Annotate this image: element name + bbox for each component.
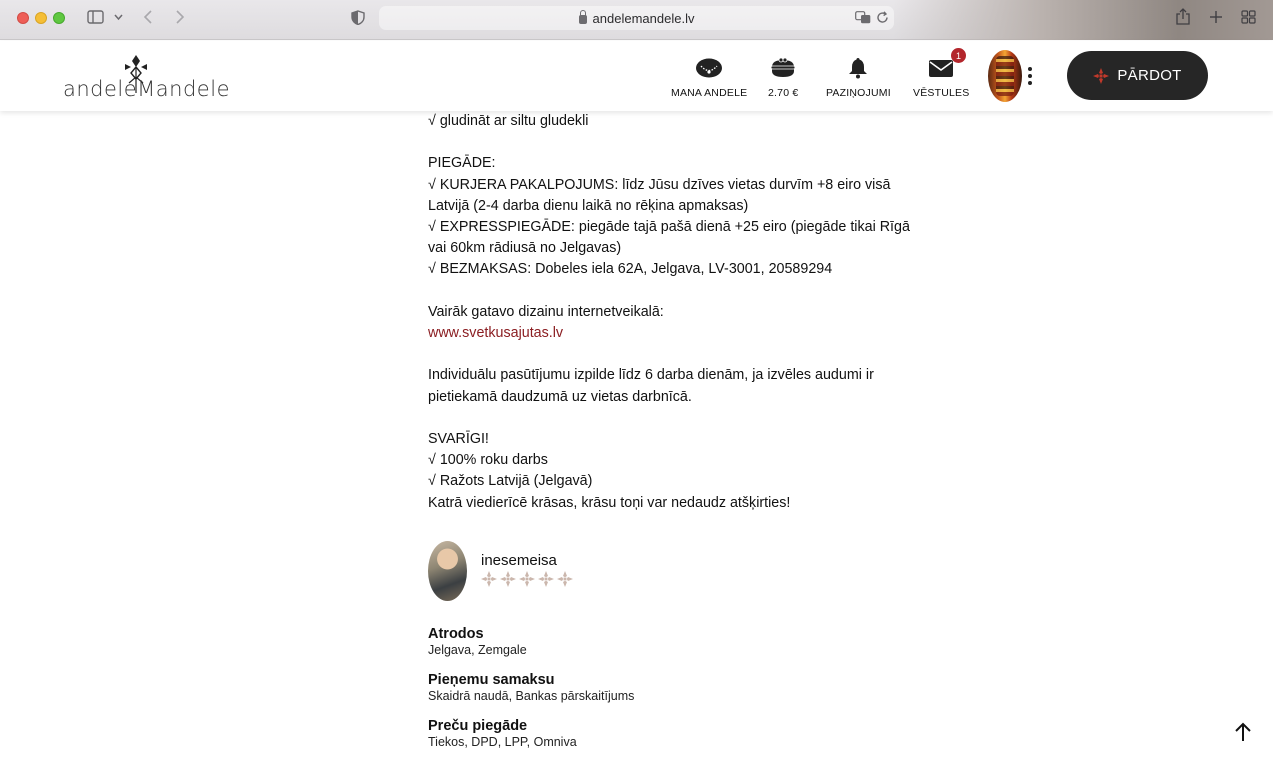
lock-icon bbox=[579, 15, 587, 24]
nav-balance[interactable]: 2.70 € bbox=[768, 56, 798, 99]
delivery-courier: √ KURJERA PAKALPOJUMS: līdz Jūsu dzīves vietas durvīm +8 eiro visā Latvijā (2-4 darba dienu laikā no rēķina apmaksas) bbox=[428, 176, 891, 214]
info-value: Tiekos, DPD, LPP, Omniva bbox=[428, 735, 577, 749]
info-delivery bbox=[428, 718, 577, 749]
tab-overview-icon[interactable] bbox=[1241, 10, 1256, 24]
translate-icon[interactable] bbox=[855, 11, 871, 24]
ornament-star-icon bbox=[1093, 68, 1109, 84]
share-icon[interactable] bbox=[1176, 8, 1190, 25]
handmade-line: √ 100% roku darbs bbox=[428, 452, 548, 469]
new-tab-icon[interactable] bbox=[1209, 10, 1223, 24]
info-payment bbox=[428, 672, 634, 703]
address-bar[interactable] bbox=[379, 6, 894, 30]
chevron-down-icon[interactable] bbox=[114, 13, 123, 21]
delivery-free: √ BEZMAKSAS: Dobeles iela 62A, Jelgava, LV-3001, 20589294 bbox=[428, 261, 833, 278]
info-heading: Preču piegāde bbox=[428, 718, 528, 734]
close-window-button[interactable] bbox=[17, 12, 29, 24]
sidebar-toggle-icon[interactable] bbox=[87, 10, 104, 24]
rating-star-icon bbox=[481, 571, 497, 587]
nav-mana-andele[interactable]: MANA ANDELE bbox=[671, 56, 747, 99]
info-heading: Atrodos bbox=[428, 626, 484, 642]
envelope-icon bbox=[927, 57, 955, 79]
rating-star-icon bbox=[538, 571, 554, 587]
site-header bbox=[0, 41, 1273, 111]
user-avatar[interactable] bbox=[988, 50, 1022, 102]
rating-star-icon bbox=[519, 571, 535, 587]
delivery-express: √ EXPRESSPIEGĀDE: piegāde tajā pašā dienā +25 eiro (piegāde tikai Rīgā vai 60km rādiusā no Jelgavas) bbox=[428, 219, 910, 257]
back-icon[interactable] bbox=[143, 10, 153, 24]
sell-button[interactable]: PĀRDOT bbox=[1067, 51, 1208, 100]
shop-link[interactable]: www.svetkusajutas.lv bbox=[428, 325, 564, 341]
browser-toolbar bbox=[0, 0, 1273, 40]
rating-star-icon bbox=[557, 571, 573, 587]
important-heading: SVARĪGI! bbox=[428, 430, 489, 447]
info-heading: Pieņemu samaksu bbox=[428, 672, 555, 688]
color-note: Katrā viedierīcē krāsas, krāsu toņi var nedaudz atšķirties! bbox=[428, 494, 791, 511]
product-description bbox=[428, 111, 928, 514]
site-logo[interactable] bbox=[63, 53, 230, 101]
url-text: andelemandele.lv bbox=[592, 10, 695, 26]
maximize-window-button[interactable] bbox=[53, 12, 65, 24]
coin-purse-icon bbox=[769, 57, 797, 79]
minimize-window-button[interactable] bbox=[35, 12, 47, 24]
info-location bbox=[428, 626, 527, 657]
individual-orders-text: Individuālu pasūtījumu izpilde līdz 6 darba dienām, ja izvēles audumi ir pietiekamā daudzumā uz vietas darbnīcā. bbox=[428, 367, 874, 405]
nav-messages[interactable]: VĒSTULES bbox=[913, 56, 969, 99]
seller-rating bbox=[481, 571, 573, 587]
made-in-line: √ Ražots Latvijā (Jelgavā) bbox=[428, 473, 593, 490]
delivery-heading: PIEGĀDE: bbox=[428, 155, 496, 172]
seller-username[interactable]: inesemeisa bbox=[481, 552, 557, 569]
seller-avatar[interactable] bbox=[428, 541, 467, 601]
seller-card bbox=[428, 541, 728, 603]
bell-icon bbox=[844, 57, 872, 79]
more-menu-icon[interactable] bbox=[1028, 67, 1032, 85]
logo-text: andeleMandele bbox=[63, 77, 230, 101]
info-value: Skaidrā naudā, Bankas pārskaitījums bbox=[428, 689, 635, 703]
messages-badge: 1 bbox=[951, 48, 966, 63]
reload-icon[interactable] bbox=[877, 11, 889, 24]
rating-star-icon bbox=[500, 571, 516, 587]
nav-notifications[interactable]: PAZIŅOJUMI bbox=[826, 56, 891, 99]
scroll-to-top-icon[interactable] bbox=[1232, 721, 1254, 743]
care-line: √ gludināt ar siltu gludekli bbox=[428, 113, 589, 129]
forward-icon[interactable] bbox=[175, 10, 185, 24]
privacy-shield-icon[interactable] bbox=[351, 10, 365, 25]
info-value: Jelgava, Zemgale bbox=[428, 643, 527, 657]
more-designs-text: Vairāk gatavo dizainu internetveikalā: bbox=[428, 303, 664, 320]
necklace-icon bbox=[695, 57, 723, 79]
